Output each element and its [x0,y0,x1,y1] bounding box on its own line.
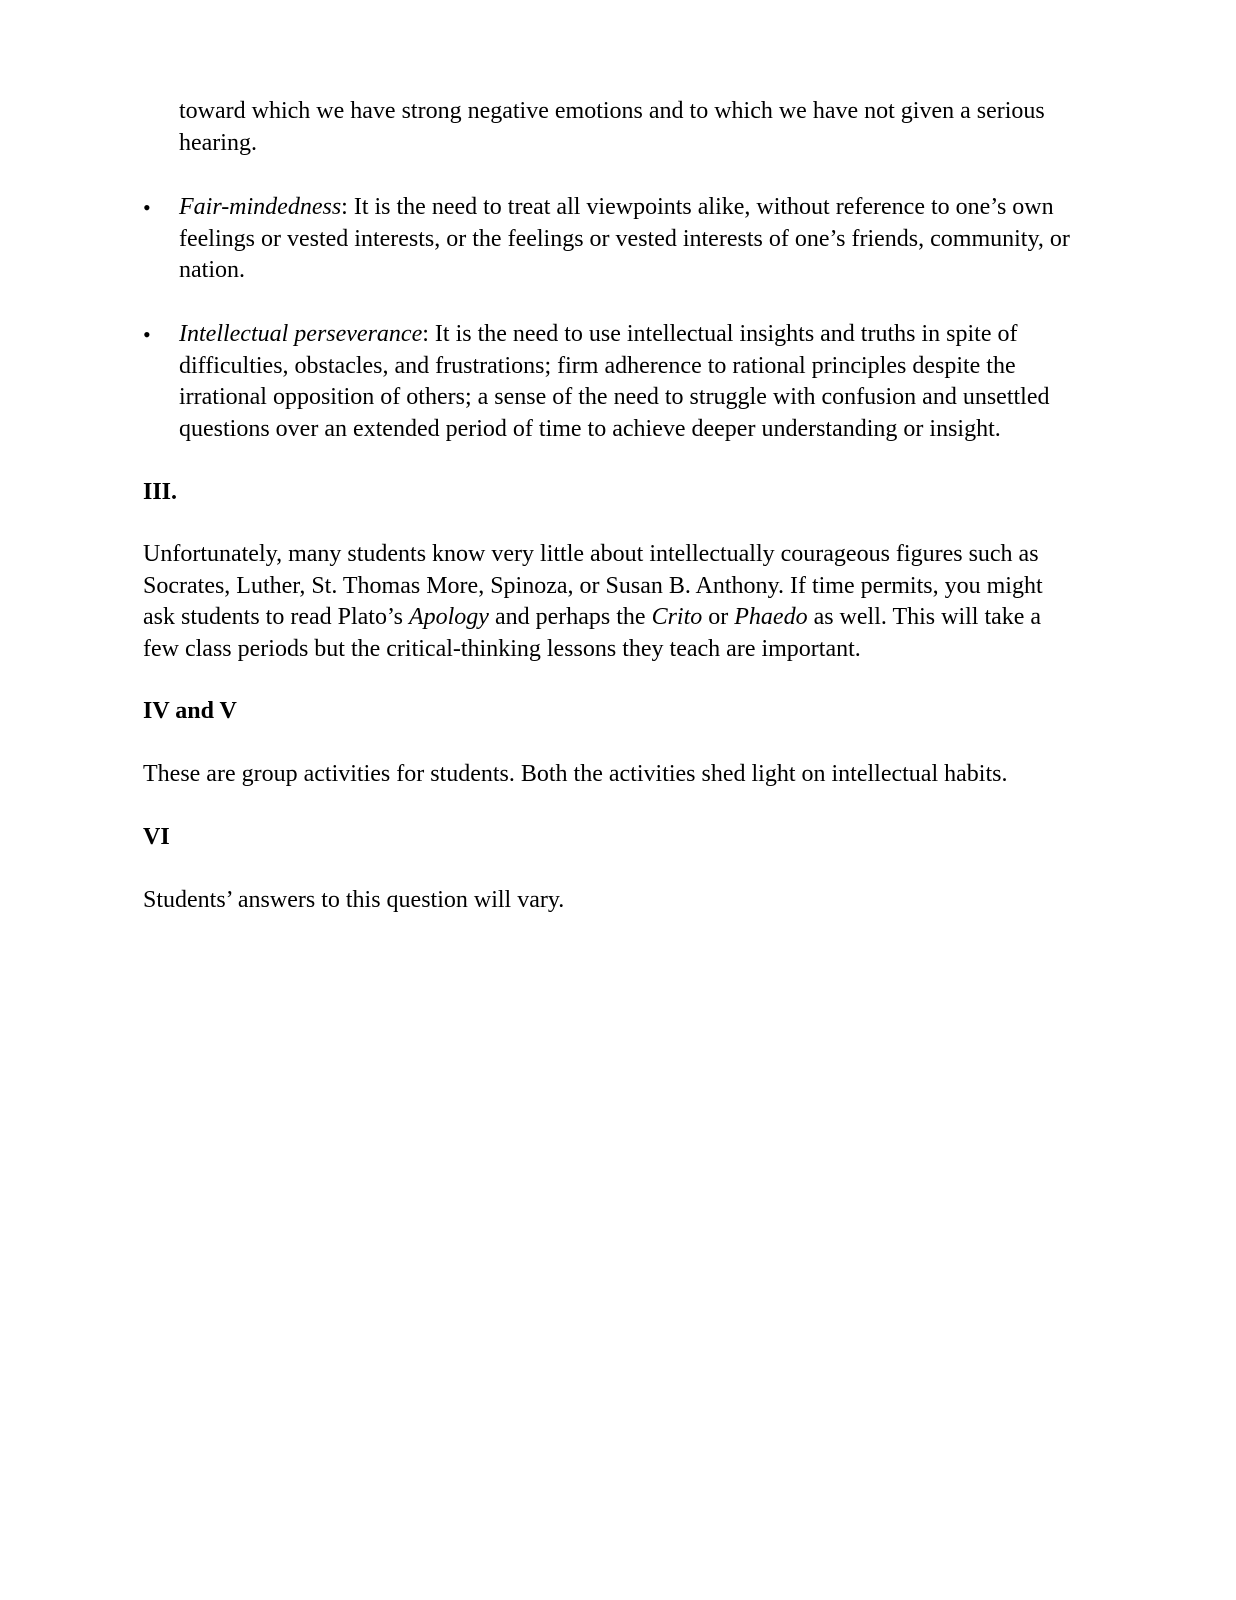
section-iii-text-4: as well. This will take a few class periods but the critical-thinking lessons they teach are important. [143,604,1042,663]
section-iii-text-1: Unfortunately, many students know very little about intellectually courageous figures such as Socrates, Luther, St. Thomas More, Spinoza, or Susan B. Anthony. If time permits, you might ask students to read Plato’s [143,541,1043,631]
continuation-paragraph: toward which we have strong negative emotions and to which we have not given a serious hearing. [179,98,1045,156]
bullet-intellectual-perseverance [143,319,1073,446]
bullet-text [179,192,1079,287]
bullet-term: Fair-mindedness [179,194,342,220]
bullet-body: : It is the need to use intellectual insights and truths in spite of difficulties, obstacles, and frustrations; firm adherence to rational principles despite the irrational opposition of others; a sense of the need to struggle with confusion and unsettled questions over an extended period of time to achieve deeper understanding or insight. [179,321,1050,443]
bullet-term: Intellectual perseverance [179,321,423,347]
section-iii-italic-apology: Apology [408,604,489,631]
section-iii-italic-crito: Crito [651,604,703,631]
section-heading-iv-v: IV and V [143,698,237,724]
bullet-fair-mindedness [143,192,1073,287]
section-iv-v-paragraph: These are group activities for students. Both the activities shed light on intellectual habits. [143,761,1008,787]
section-vi-paragraph: Students’ answers to this question will vary. [143,887,565,913]
bullet-icon: • [143,195,151,220]
section-iii-paragraph [143,539,1053,666]
bullet-text [179,319,1079,446]
section-heading-vi: VI [143,824,170,850]
section-heading-iii: III. [143,479,178,505]
section-iii-text-2: and perhaps the [488,604,652,631]
section-iii-text-3: or [702,604,735,631]
bullet-icon: • [143,322,151,347]
section-iii-italic-phaedo: Phaedo [734,604,808,631]
bullet-body: : It is the need to treat all viewpoints alike, without reference to one’s own feelings or vested interests, or the feelings or vested interests of one’s friends, community, or nation. [179,194,1070,284]
